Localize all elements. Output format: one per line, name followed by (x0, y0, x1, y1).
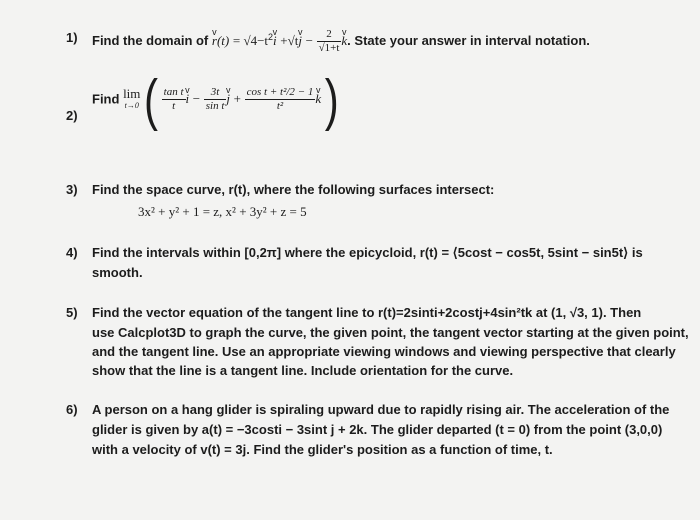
problem-5 (66, 303, 689, 387)
equation-part: = √4−t (232, 32, 269, 48)
fraction: $\frac{3t}{\text{sin t}}$ (205, 86, 225, 112)
problem-line: Find the vector equation of the tangent line to r(t)=2sinti+2costj+4sin²tk at (1, √3, 1). Then (92, 305, 642, 320)
left-paren: ( (144, 67, 159, 131)
problem-number: 5) (66, 305, 78, 320)
equation-part: +√t (280, 32, 299, 48)
problem-text: Find the space curve, r(t), where the following surfaces intersect: (92, 182, 495, 197)
fraction: $\frac{2}{√1+t}$ (318, 28, 340, 54)
problem-4 (66, 243, 686, 285)
problem-number: 4) (66, 245, 78, 260)
limit-operator: lim t→0 (123, 85, 141, 110)
problem-1: 1) Find the domain of v $r(t) = √4-t^2v$ i +√tv j − $\frac{2}{√1+t}$ v k. State your answer in interval notation. (66, 28, 686, 58)
problem-line: glider is given by a(t) = −3costi − 3sint j + 2k. The glider departed (t = 0) from the point (3,0,0) (92, 422, 663, 437)
problem-6 (66, 400, 686, 464)
problem-line: A person on a hang glider is spiraling upward due to rapidly rising air. The acceleration of the (92, 402, 670, 417)
right-paren: ) (324, 67, 339, 131)
problem-line: show that the line is a tangent line. Include orientation for the curve. (92, 363, 514, 378)
problem-number: 3) (66, 182, 78, 197)
problem-line: and the tangent line. Use an appropriate viewing windows and viewing perspective that clearly (92, 344, 676, 359)
problem-text: . State your answer in interval notation. (347, 32, 590, 48)
problem-number: 6) (66, 402, 78, 417)
problem-2: 2) Find lim t→0 ( $\frac{\text{tan t}}{t}$ v i − $\frac{3t}{\text{sin t}}$ v j + $\frac{\text{cos t + t²/2 − 1}}{\text{t²}}$ v k ) (66, 86, 686, 156)
problem-text: Find the domain of (92, 32, 209, 48)
problem-line: smooth. (92, 265, 143, 280)
problem-number: 1) (66, 30, 78, 45)
fraction: $\frac{\text{tan t}}{t}$ (163, 86, 184, 112)
problem-line: with a velocity of v(t) = 3j. Find the glider's position as a function of time, t. (92, 442, 553, 457)
fraction: $\frac{\text{cos t + t²/2 − 1}}{\text{t²}}$ (246, 86, 314, 112)
problem-line: use Calcplot3D to graph the curve, the given point, the tangent vector starting at the given point, (92, 325, 689, 340)
problem-line: Find the intervals within [0,2π] where the epicycloid, r(t) = ⟨5cost − cos5t, 5sint − sin5t⟩ is (92, 245, 643, 260)
equation-part: − (305, 32, 313, 48)
problem-number: 2) (66, 108, 78, 123)
equations: 3x² + y² + 1 = z, x² + 3y² + z = 5 (138, 204, 307, 219)
problem-text: Find (92, 91, 120, 107)
problem-3 (66, 180, 686, 224)
